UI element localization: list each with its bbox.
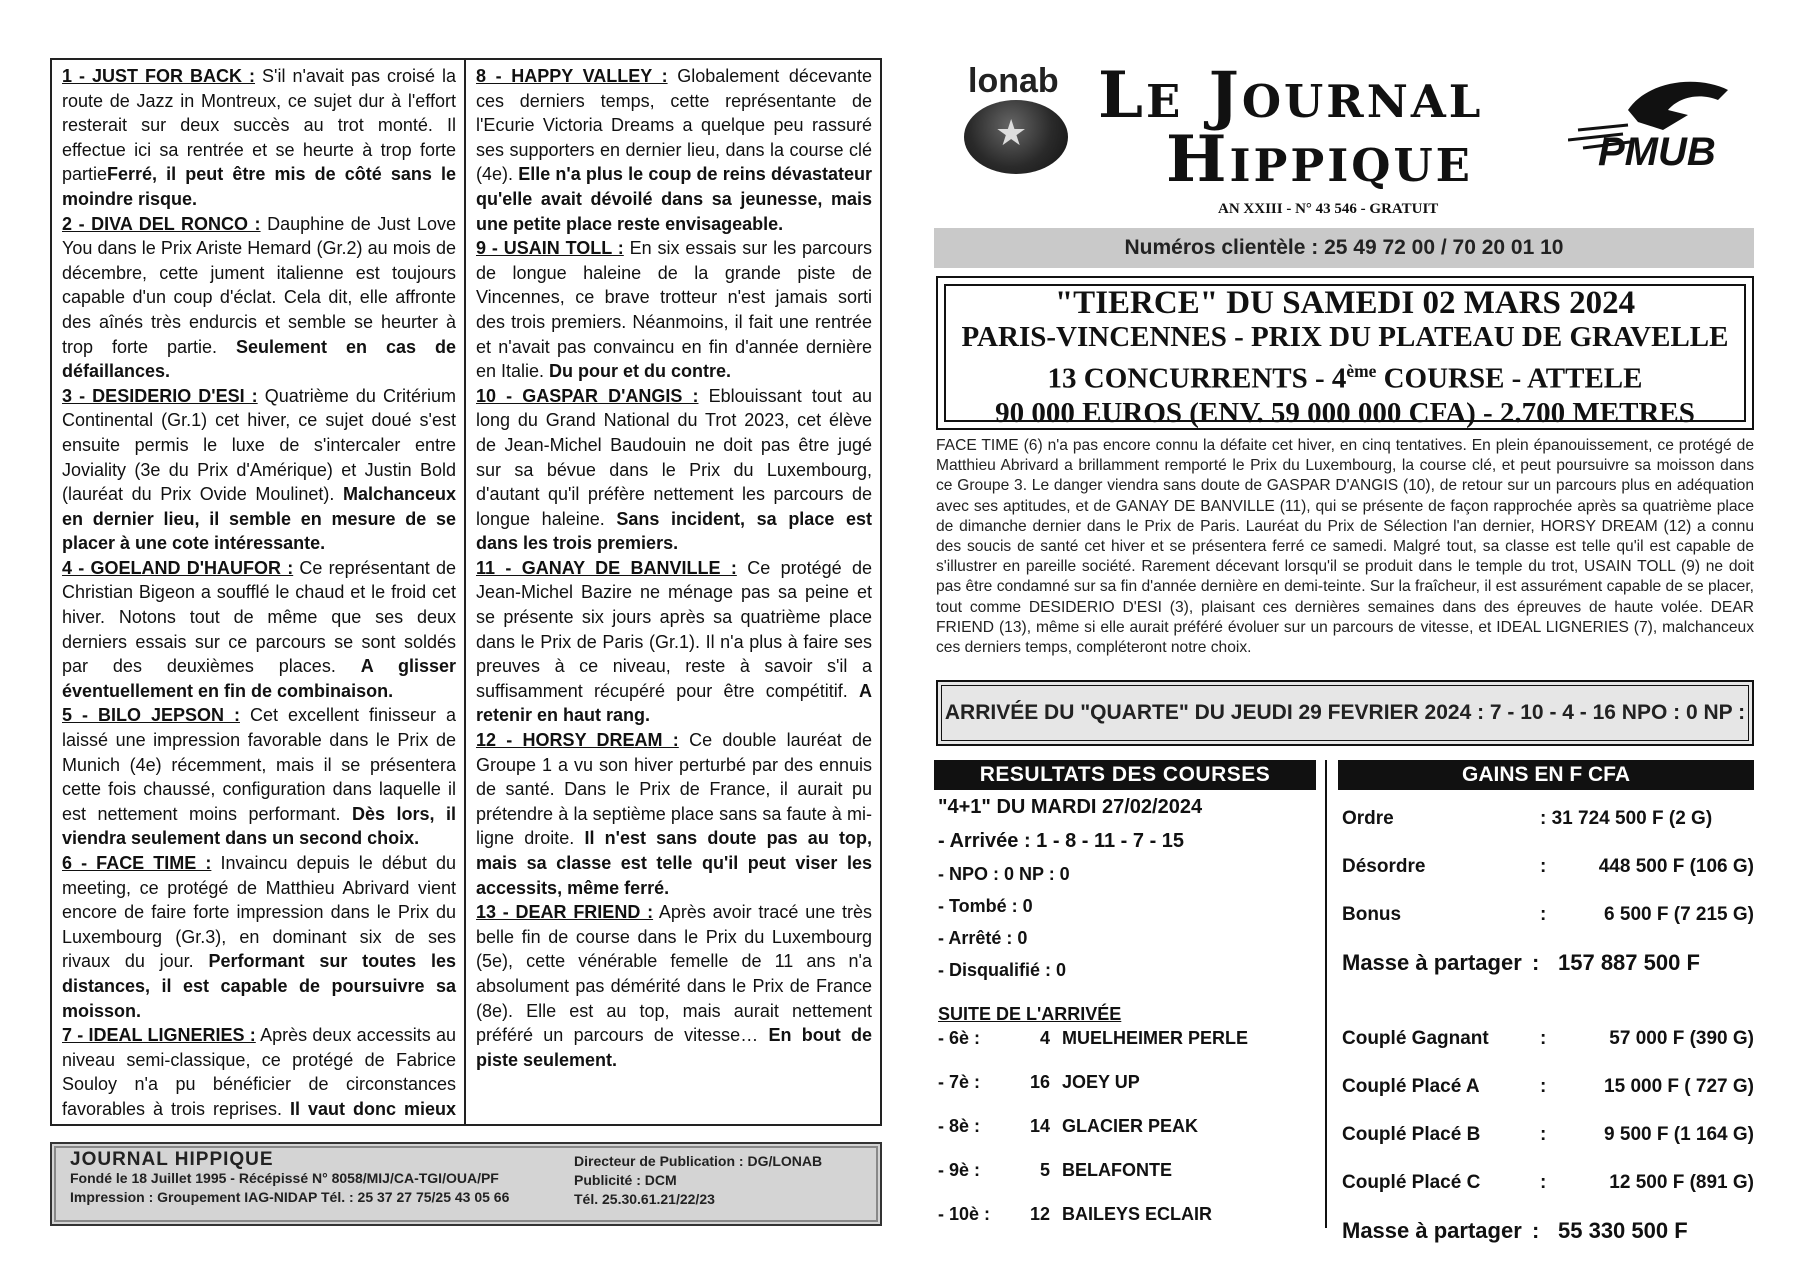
horse-entry xyxy=(62,64,456,212)
horse-entry-verdict: Performant sur toutes les distances, il est capable de poursuivre sa moisson. xyxy=(62,951,456,1021)
horse-entry xyxy=(62,851,456,1023)
gain-colon: : xyxy=(1532,1218,1540,1243)
suite-row xyxy=(938,1116,1318,1140)
suite-rank: - 8è : xyxy=(938,1116,981,1136)
gain-value: 15 000 F ( 727 G) xyxy=(1604,1076,1754,1097)
gain-row xyxy=(1342,1028,1762,1054)
gain-label: Ordre xyxy=(1342,808,1394,829)
horse-entry xyxy=(476,384,872,556)
column-divider xyxy=(1325,760,1327,1228)
results-npo: - NPO : 0 NP : 0 xyxy=(938,864,1070,884)
gain-row xyxy=(1342,808,1762,834)
horse-entry xyxy=(62,1023,456,1124)
results-heading: RESULTATS DES COURSES xyxy=(934,760,1316,790)
gain-value: 57 000 F (390 G) xyxy=(1609,1028,1754,1049)
footer-director: Directeur de Publication : DG/LONAB xyxy=(574,1153,823,1169)
gain-label: Bonus xyxy=(1342,904,1402,925)
lonab-logo: lonab xyxy=(968,62,1059,100)
horse-entry-text: Quatrième du Critérium Continental (Gr.1) cet hiver, ce sujet doué s'est ensuite permis le luxe de s'intercaler entre Joviality (3e du Prix d'Amérique) et Justin Bold (lauréat du Prix Ovide Moulinet). xyxy=(62,385,456,505)
suite-rank: - 9è : xyxy=(938,1160,981,1180)
tierce-box xyxy=(944,284,1746,429)
gain-value: 448 500 F (106 G) xyxy=(1598,856,1754,877)
horse-entry-name: 1 - JUST FOR BACK : xyxy=(62,66,256,86)
horse-entry-name: 4 - GOELAND D'HAUFOR : xyxy=(62,557,294,578)
gain-colon: : xyxy=(1540,1076,1547,1097)
horse-entry-text: Invaincu depuis le début du meeting, ce protégé de Matthieu Abrivard vient encore de faire forte impression dans le Prix du Luxembourg (Gr.3), en dominant six de ses rivaux du jour. xyxy=(62,853,456,972)
horse-entry-text: Dauphine de Just Love You dans le Prix Ariste Hemard (Gr.2) au mois de décembre, cette jument italienne est toujours capable d'un coup d'éclat. Cela dit, elle affronte des aînés très endurcis et semble se heurter à trop forte partie. xyxy=(62,213,456,357)
horse-entry-name: 2 - DIVA DEL RONCO : xyxy=(62,213,261,234)
star-icon: ★ xyxy=(995,112,1028,153)
footer-founded: Fondé le 18 Juillet 1995 - Récépissé N° 8058/MIJ/CA-TGI/OUA/PF xyxy=(70,1170,499,1186)
horse-entry-verdict: En bout de piste seulement. xyxy=(476,1025,872,1070)
suite-horse: JOEY UP xyxy=(1062,1072,1140,1092)
results-arrete: - Arrêté : 0 xyxy=(938,928,1028,948)
gain-value: : 31 724 500 F (2 G) xyxy=(1540,808,1713,829)
gain-colon: : xyxy=(1540,1172,1547,1193)
footer-title: JOURNAL HIPPIQUE xyxy=(70,1149,274,1170)
horse-entry-name: 8 - HAPPY VALLEY : xyxy=(476,66,668,86)
issue-line: AN XXIII - N° 43 546 - GRATUIT xyxy=(1218,201,1439,217)
horse-entry-verdict: Il n'est sans doute pas au top, mais sa classe est telle qu'il peut viser les accessits, même ferré. xyxy=(476,828,872,898)
gain-colon: : xyxy=(1540,856,1547,877)
journal-title-line1: Le Journal xyxy=(1098,58,1484,133)
horse-entry-text: Ce représentant de Christian Bigeon a soufflé le chaud et le froid cet hiver. Notons tout de même que ses deux derniers essais sur ce parcours se sont soldés par des deuxièmes places. xyxy=(62,557,456,677)
suite-rank: - 6è : xyxy=(938,1028,981,1048)
results-disqualifie: - Disqualifié : 0 xyxy=(938,960,1067,980)
gain-row xyxy=(1342,1124,1762,1150)
footer-phone: Tél. 25.30.61.21/22/23 xyxy=(574,1191,715,1207)
gain-row xyxy=(1342,856,1762,882)
horse-entry-verdict: A retenir en haut rang. xyxy=(476,680,872,726)
gain-label: Couplé Placé B xyxy=(1342,1124,1481,1145)
suite-horse: BELAFONTE xyxy=(1062,1160,1172,1180)
horse-entry-text: Globalement décevante ces derniers temps, cette représentante de l'Ecurie Victoria Dreams a quelque peu rassuré ses supporters en dernier lieu, dans la course clé (4e). xyxy=(476,66,872,185)
footer-advertising: Publicité : DCM xyxy=(574,1172,677,1188)
horse-entry-verdict: A glisser éventuellement en fin de combinaison. xyxy=(62,656,457,701)
entries-column-left xyxy=(52,60,466,1124)
gain-label: Masse à partager xyxy=(1342,950,1522,975)
horse-entry xyxy=(476,556,872,728)
gain-colon: : xyxy=(1532,950,1540,975)
quarte-result: ARRIVÉE DU "QUARTE" DU JEUDI 29 FEVRIER 2024 : 7 - 10 - 4 - 16 NPO : 0 NP : xyxy=(936,680,1754,746)
horse-entry-text: Après deux accessits au niveau semi-classique, ce protégé de Fabrice Souloy n'a pu bénéficier de circonstances favorables à trois reprises. xyxy=(62,1025,456,1119)
horse-entry xyxy=(62,384,456,556)
horse-entry-name: 13 - DEAR FRIEND : xyxy=(476,902,654,923)
publication-footer xyxy=(50,1142,882,1226)
gain-value: 12 500 F (891 G) xyxy=(1609,1172,1754,1193)
horse-entry-verdict: Ferré, il peut être mis de côté sans le moindre risque. xyxy=(62,164,456,209)
horse-entry-text: Ce protégé de Jean-Michel Bazire ne ménage pas sa peine et se présente six jours après sa quatrième place dans le Prix de Paris (Gr.1). Il n'a plus à faire ses preuves à ce niveau, reste à savoir s'il a suffisamment récupéré pour être compétitif. xyxy=(476,557,872,701)
horse-entry-verdict: Elle n'a plus le coup de reins dévastateur qu'elle avait dévoilé dans sa jeunesse, mais une petite place reste envisageable. xyxy=(476,164,872,234)
horse-entry-verdict: Dès lors, il viendra seulement dans un second choix. xyxy=(62,803,456,849)
horse-entry-name: 6 - FACE TIME : xyxy=(62,853,212,873)
gain-label: Masse à partager xyxy=(1342,1218,1522,1243)
gain-label: Couplé Placé A xyxy=(1342,1076,1480,1097)
suite-row xyxy=(938,1028,1318,1052)
horse-entry-name: 11 - GANAY DE BANVILLE : xyxy=(476,557,737,578)
horse-entry xyxy=(476,64,872,236)
tierce-title: "TIERCE" DU SAMEDI 02 MARS 2024 xyxy=(1054,285,1636,321)
gain-value: 55 330 500 F xyxy=(1558,1218,1688,1243)
horse-entry-name: 9 - USAIN TOLL : xyxy=(476,238,624,259)
clientele-numbers: Numéros clientèle : 25 49 72 00 / 70 20 01 10 xyxy=(934,228,1754,268)
horse-entry xyxy=(62,212,456,384)
suite-number: 12 xyxy=(1029,1204,1050,1224)
gain-colon: : xyxy=(1540,1028,1547,1049)
suite-number: 4 xyxy=(1039,1028,1050,1048)
horse-entry-name: 7 - IDEAL LIGNERIES : xyxy=(62,1025,256,1046)
pmub-logo: PMUB xyxy=(1598,130,1716,174)
entries-column-right xyxy=(466,60,880,1124)
suite-arrivee-title: SUITE DE L'ARRIVÉE xyxy=(938,1004,1122,1024)
horse-entry-verdict: Sans incident, sa place est dans les trois premiers. xyxy=(476,508,872,554)
horse-entry-verdict: Du pour et du contre. xyxy=(549,361,732,382)
horse-entry-text: Après avoir tracé une très belle fin de course dans le Prix du Luxembourg (5e), cette vénérable femelle de 11 ans n'a absolument pas démérité dans le Prix de France (8e). Elle est au top, mais aurait nettement préféré un parcours de vitesse… xyxy=(476,902,873,1046)
tierce-runners: 13 CONCURRENTS - 4ème COURSE - ATTELE xyxy=(1047,361,1643,395)
horse-entry-name: 5 - BILO JEPSON : xyxy=(62,705,240,726)
gains-heading: GAINS EN F CFA xyxy=(1338,760,1754,790)
journal-title-line2: Hippique xyxy=(1166,122,1473,197)
suite-row xyxy=(938,1072,1318,1096)
horse-entry-name: 10 - GASPAR D'ANGIS : xyxy=(476,385,699,406)
gain-label: Couplé Gagnant xyxy=(1342,1028,1489,1049)
suite-rank: - 7è : xyxy=(938,1072,981,1092)
entries-box xyxy=(50,58,882,1126)
pronostic-text: FACE TIME (6) n'a pas encore connu la défaite cet hiver, en cinq tentatives. En plein épanouissement, ce protégé de Matthieu Abrivard a brillamment remporté le Prix du Luxembourg, la course clé, et peut poursuivre sa moisson dans ce Groupe 3. Le danger viendra sans doute de GASPAR D'ANGIS (10), de retour sur un parcours plus en adéquation avec ses aptitudes, et de GANAY DE BANVILLE (11), qui se présente de façon rapprochée après sa quatrième place de dimanche dernier dans le Prix de Paris. Lauréat du Prix de Sélection l'an dernier, HORSY DREAM (12) a connu des soucis de santé cet hiver et se présentera ferré ce samedi. Malgré tout, sa classe est telle qu'il est capable de s'illustrer en pareille société. Rarement décevant lorsqu'il se produit dans le temple du trot, USAIN TOLL (9) ne doit pas être condamné sur sa fin d'année dernière en demi-teinte. Sur la fraîcheur, il est assurément capable de se placer, tout comme DESIDERIO D'ESI (3), plaisant ces dernières semaines dans des épreuves de haute volée. DEAR FRIEND (13), même si elle aurait préféré évoluer sur un parcours de vitesse, et IDEAL LIGNERIES (7), malchanceux ces derniers temps, compléteront notre choix. xyxy=(936,437,1754,657)
horse-entry xyxy=(476,728,872,900)
gain-label: Couplé Placé C xyxy=(1342,1172,1481,1193)
horse-entry-text: Cet excellent finisseur a laissé une impression favorable dans le Prix de Munich (4e) récemment, mais il se présentera cette fois chaussé, configuration dans laquelle il est nettement moins performant. xyxy=(62,705,456,824)
suite-row xyxy=(938,1160,1318,1184)
gain-value: 157 887 500 F xyxy=(1558,950,1700,975)
gain-row xyxy=(1342,1076,1762,1102)
gain-row xyxy=(1342,1218,1762,1244)
results-tombe: - Tombé : 0 xyxy=(938,896,1033,916)
tierce-purse: 90 000 EUROS (ENV. 59 000 000 CFA) - 2.700 METRES xyxy=(995,396,1695,429)
gain-row xyxy=(1342,904,1762,930)
results-arrivee: - Arrivée : 1 - 8 - 11 - 7 - 15 xyxy=(938,830,1185,852)
suite-number: 14 xyxy=(1029,1116,1050,1136)
suite-horse: GLACIER PEAK xyxy=(1062,1116,1199,1136)
horse-entry-text: Ce double lauréat de Groupe 1 a vu son hiver perturbé par des ennuis de santé. Dans le Prix de France, il aurait pu prétendre à la septième place sans sa faute à mi-ligne droite. xyxy=(476,730,873,849)
suite-number: 5 xyxy=(1039,1160,1050,1180)
horse-entry-text: Eblouissant tout au long du Grand National du Trot 2023, cet élève de Jean-Michel Baudouin ne doit pas être jugé sur sa bévue dans le Prix du Luxembourg, d'autant qu'il préfère nettement les parcours de longue haleine. xyxy=(476,385,872,529)
suite-row xyxy=(938,1204,1318,1228)
horse-entry-verdict: Malchanceux en dernier lieu, il semble en mesure de se placer à une cote intéressante. xyxy=(62,484,456,554)
gain-colon: : xyxy=(1540,904,1547,925)
horse-entry-verdict: Il vaut donc mieux xyxy=(290,1098,456,1119)
suite-number: 16 xyxy=(1029,1072,1050,1092)
suite-horse: MUELHEIMER PERLE xyxy=(1062,1028,1249,1048)
results-race-title: "4+1" DU MARDI 27/02/2024 xyxy=(938,796,1203,818)
tierce-race: PARIS-VINCENNES - PRIX DU PLATEAU DE GRAVELLE xyxy=(961,321,1729,353)
suite-horse: BAILEYS ECLAIR xyxy=(1062,1204,1213,1224)
horse-entry xyxy=(62,703,456,851)
horse-entry-name: 3 - DESIDERIO D'ESI : xyxy=(62,385,258,406)
gain-row xyxy=(1342,1172,1762,1198)
horse-entry-name: 12 - HORSY DREAM : xyxy=(476,730,679,751)
horse-entry xyxy=(476,236,872,384)
suite-rank: - 10è : xyxy=(938,1204,991,1224)
gain-value: 6 500 F (7 215 G) xyxy=(1604,904,1754,925)
horse-entry xyxy=(476,900,872,1072)
horse-entry xyxy=(62,556,456,704)
gain-colon: : xyxy=(1540,1124,1547,1145)
gain-row xyxy=(1342,950,1762,976)
horse-entry-verdict: Seulement en cas de défaillances. xyxy=(62,336,456,382)
footer-printing: Impression : Groupement IAG-NIDAP Tél. : 25 37 27 75/25 43 05 66 xyxy=(70,1189,510,1205)
gain-label: Désordre xyxy=(1342,856,1426,877)
gain-value: 9 500 F (1 164 G) xyxy=(1604,1124,1754,1145)
horse-entry-text: En six essais sur les parcours de longue haleine de la grande piste de Vincennes, ce brave trotteur n'est jamais sorti des trois premiers. Néanmoins, il fait une rentrée et n'avait pas convaincu en fin d'année dernière en Italie. xyxy=(476,238,873,382)
horse-entry-text: S'il n'avait pas croisé la route de Jazz in Montreux, ce sujet dur à l'effort resterait sur deux succès au trot monté. Il effectue ici sa rentrée et se heurte à trop forte partie xyxy=(62,66,456,185)
